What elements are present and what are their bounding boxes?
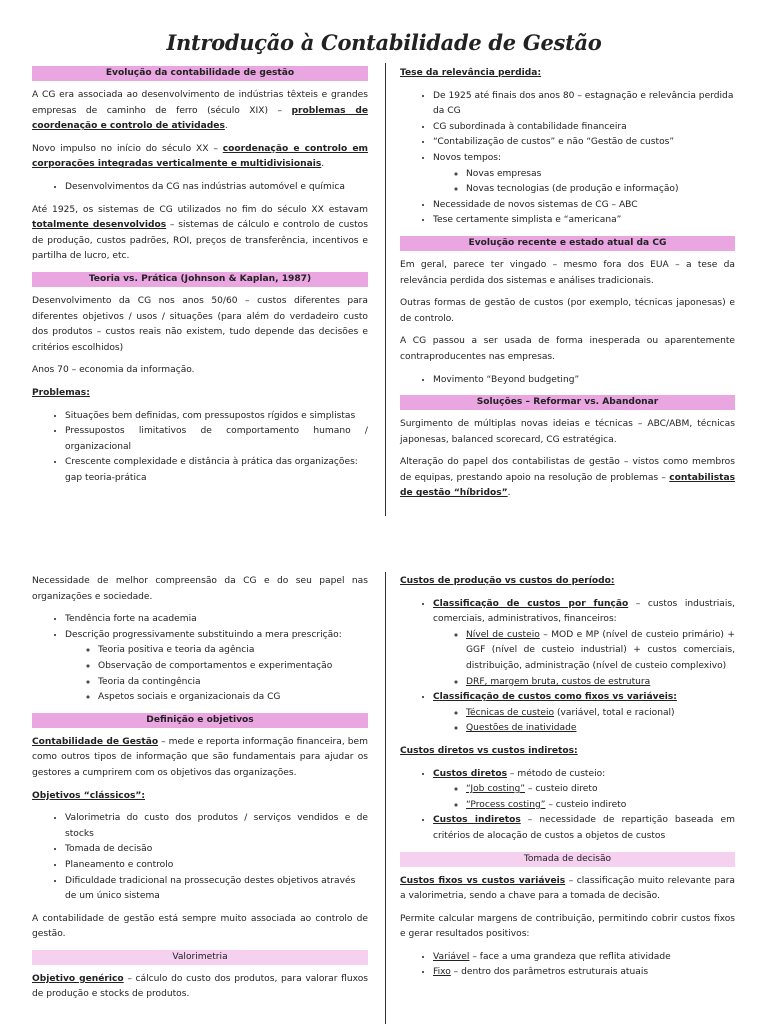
section-bottom-right — [400, 574, 735, 988]
bullet-list — [400, 950, 735, 981]
paragraph: Em geral, parece ter vingado – mesmo fora dos EUA – a tese da relevância perdida dos sistemas e análises tradicionais. — [400, 259, 735, 286]
list-item: • Fixo – dentro dos parâmetros estruturais atuais — [433, 965, 735, 981]
paragraph: Objetivo genérico – cálculo do custo dos produtos, para valorar fluxos de produção e stocks de produtos. — [32, 973, 369, 1000]
section-bar-valorimetria: Valorimetria — [32, 950, 368, 965]
list-item: • Tese certamente simplista e “americana” — [433, 213, 735, 229]
sub-list-item: ◦ Questões de inatividade — [466, 721, 735, 737]
section-top-right — [400, 66, 735, 509]
paragraph: Novo impulso no início do século XX – coordenação e controlo em corporações integradas verticalmente e multidivisionais. — [32, 143, 368, 170]
subheading-custos-diretos: Custos diretos vs custos indiretos: — [400, 745, 578, 756]
list-item: • De 1925 até finais dos anos 80 – estagnação e relevância perdida da CG — [433, 89, 735, 120]
sub-list-item: ◦ Teoria positiva e teoria da agência — [98, 643, 368, 659]
subheading-custos-producao: Custos de produção vs custos do período: — [400, 576, 615, 586]
list-item: • Tendência forte na academia — [65, 612, 368, 628]
bullet-list — [32, 612, 368, 706]
list-item: • Descrição progressivamente substituindo a mera prescrição: ◦ Teoria positiva e teoria da agência ◦ Observação de comportamentos e experimentação ◦ Teoria da contingência ◦ Aspetos sociais e organizacionais da CG — [65, 628, 368, 706]
list-item: • CG subordinada à contabilidade financeira — [433, 120, 735, 136]
list-item: • Custos diretos – método de custeio: ◦ “Job costing” – custeio direto ◦ “Process costing” – custeio indireto — [433, 767, 735, 814]
subheading-problemas: Problemas: — [32, 387, 90, 398]
bullet-list — [32, 409, 368, 487]
column-divider-bottom — [385, 572, 386, 1024]
paragraph: Permite calcular margens de contribuição, permitindo cobrir custos fixos e gerar resultados positivos: — [400, 913, 735, 940]
bullet-list — [400, 89, 735, 229]
bullet-list — [400, 373, 735, 389]
paragraph: Desenvolvimento da CG nos anos 50/60 – custos diferentes para diferentes objetivos / usos / situações (para além do verdadeiro custo dos produtos – custos reais não existem, tudo depende das decisões e critérios escolhidos) — [32, 295, 368, 353]
section-bar-evolucao-recente: Evolução recente e estado atual da CG — [400, 236, 735, 251]
paragraph: Custos fixos vs custos variáveis – classificação muito relevante para a valorimetria, sendo a chave para a tomada de decisão. — [400, 875, 735, 902]
paragraph: Surgimento de múltiplas novas ideias e técnicas – ABC/ABM, técnicas japonesas, balanced scorecard, CG estratégica. — [400, 419, 735, 445]
page-title: Introdução à Contabilidade de Gestão — [166, 30, 602, 55]
paragraph: Contabilidade de Gestão – mede e reporta informação financeira, bem como outros tipos de informação que são fundamentais para ajudar os gestores a cumprirem com os objetivos das organizações. — [32, 736, 368, 778]
section-bar-definicao: Definição e objetivos — [32, 713, 368, 728]
sub-list-item: ◦ Técnicas de custeio (variável, total e racional) — [466, 706, 735, 722]
paragraph: A contabilidade de gestão está sempre muito associada ao controlo de gestão. — [32, 913, 368, 940]
bullet-list — [32, 180, 368, 196]
section-bar-evolucao: Evolução da contabilidade de gestão — [32, 66, 368, 81]
bullet-list — [400, 597, 735, 737]
paragraph: Até 1925, os sistemas de CG utilizados no fim do século XX estavam totalmente desenvolvidos – sistemas de cálculo e controlo de custos de produção, custos padrões, ROI, preços de transferência, incentivos e partilha de lucro, etc. — [32, 204, 368, 262]
sub-list-item: ◦ Aspetos sociais e organizacionais da CG — [98, 690, 368, 706]
list-item: • Situações bem definidas, com pressupostos rígidos e simplistas — [65, 409, 368, 425]
subheading-tese: Tese da relevância perdida: — [400, 68, 542, 78]
sub-list — [433, 706, 735, 737]
list-item: • Planeamento e controlo — [65, 858, 368, 874]
paragraph: Alteração do papel dos contabilistas de gestão – vistos como membros de equipas, prestando apoio na resolução de problemas – contabilistas de gestão “híbridos”. — [400, 457, 735, 499]
list-item: • Crescente complexidade e distância à prática das organizações: gap teoria-prática — [65, 455, 368, 486]
bullet-list — [32, 811, 368, 905]
sub-list-item: ◦ “Process costing” – custeio indireto — [466, 798, 735, 814]
list-item: • Necessidade de novos sistemas de CG – ABC — [433, 198, 735, 214]
paragraph: A CG era associada ao desenvolvimento de indústrias têxteis e grandes empresas de caminho de ferro (século XIX) – problemas de coordenação e controlo de atividades. — [32, 90, 368, 132]
sub-list-item: ◦ Novas tecnologias (de produção e informação) — [466, 182, 735, 198]
list-item: • Classificação de custos como fixos vs variáveis: ◦ Técnicas de custeio (variável, total e racional) ◦ Questões de inatividade — [433, 690, 735, 737]
section-top-left — [32, 66, 368, 493]
list-item: • Variável – face a uma grandeza que reflita atividade — [433, 950, 735, 966]
list-item: • Tomada de decisão — [65, 842, 368, 858]
section-bottom-left — [32, 574, 368, 1010]
bullet-list — [400, 767, 735, 845]
list-item: • Movimento “Beyond budgeting” — [433, 373, 735, 389]
paragraph: A CG passou a ser usada de forma inesperada ou aparentemente contraproducentes nas empresas. — [400, 336, 735, 362]
section-bar-solucoes: Soluções – Reformar vs. Abandonar — [400, 395, 735, 410]
list-item: • “Contabilização de custos” e não “Gestão de custos” — [433, 135, 735, 151]
sub-list — [433, 782, 735, 813]
column-divider-top — [385, 63, 386, 516]
sub-list-item: ◦ DRF, margem bruta, custos de estrutura — [466, 675, 735, 691]
paragraph: Necessidade de melhor compreensão da CG e do seu papel nas organizações e sociedade. — [32, 576, 368, 602]
list-item: • Novos tempos: ◦ Novas empresas ◦ Novas tecnologias (de produção e informação) — [433, 151, 735, 198]
paragraph: Anos 70 – economia da informação. — [32, 365, 195, 376]
list-item: • Desenvolvimentos da CG nas indústrias automóvel e química — [65, 180, 368, 196]
sub-list-item: ◦ Observação de comportamentos e experimentação — [98, 659, 368, 675]
sub-list-item: ◦ “Job costing” – custeio direto — [466, 782, 735, 798]
section-bar-teoria-pratica: Teoria vs. Prática (Johnson & Kaplan, 1987) — [32, 272, 368, 287]
list-item: • Dificuldade tradicional na prossecução destes objetivos através de um único sistema — [65, 874, 368, 905]
sub-list-item: ◦ Teoria da contingência — [98, 675, 368, 691]
subheading-objetivos: Objetivos “clássicos”: — [32, 790, 145, 801]
section-bar-tomada-decisao: Tomada de decisão — [400, 852, 735, 867]
list-item: • Custos indiretos – necessidade de repartição baseada em critérios de alocação de custos a objetos de custos — [433, 813, 735, 844]
sub-list-item: ◦ Novas empresas — [466, 167, 735, 183]
sub-list — [65, 643, 368, 705]
list-item: • Classificação de custos por função – custos industriais, comerciais, administrativos, financeiros: ◦ Nível de custeio – MOD e MP (nível de custeio primário) + GGF (nível de custeio industrial) + custos comerciais, distribuição, administração (nível de custeio complexivo) ◦ DRF, margem bruta, custos de estrutura — [433, 597, 735, 691]
paragraph: Outras formas de gestão de custos (por exemplo, técnicas japonesas) e de controlo. — [400, 298, 735, 324]
sub-list — [433, 167, 735, 198]
sub-list-item: ◦ Nível de custeio – MOD e MP (nível de custeio primário) + GGF (nível de custeio industrial) + custos comerciais, distribuição, administração (nível de custeio complexivo) — [466, 628, 735, 675]
list-item: • Valorimetria do custo dos produtos / serviços vendidos e de stocks — [65, 811, 368, 842]
sub-list — [433, 628, 735, 690]
list-item: • Pressupostos limitativos de comportamento humano / organizacional — [65, 424, 368, 455]
